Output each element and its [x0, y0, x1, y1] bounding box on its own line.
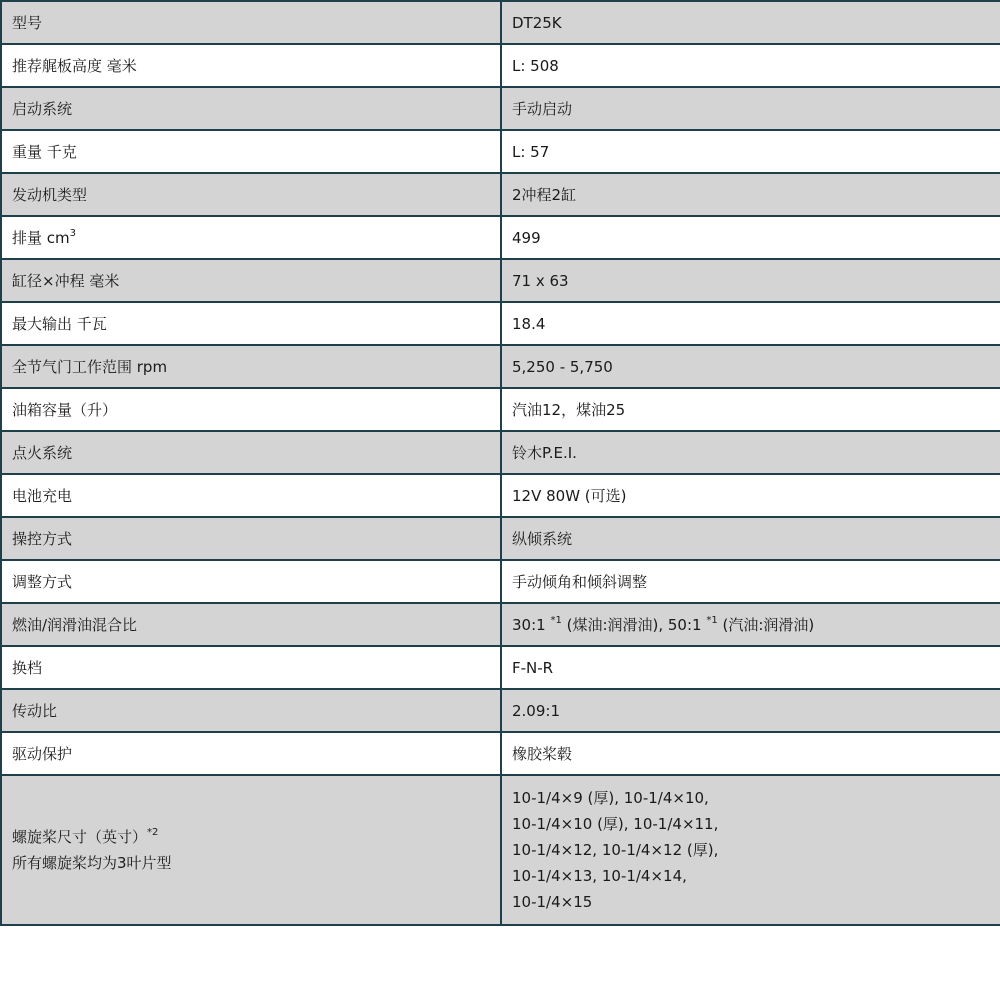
spec-label: 油箱容量（升）: [1, 388, 501, 431]
value-line: 10-1/4×10 (厚), 10-1/4×11,: [512, 815, 719, 833]
table-row: [1, 173, 1000, 216]
spec-label: 电池充电: [1, 474, 501, 517]
spec-label: 换档: [1, 646, 501, 689]
table-row: [1, 302, 1000, 345]
table-row: [1, 474, 1000, 517]
spec-value: [501, 775, 1000, 925]
table-row: [1, 732, 1000, 775]
spec-label: 调整方式: [1, 560, 501, 603]
spec-label-line: [12, 824, 490, 850]
footnote-marker: *2: [147, 827, 159, 838]
spec-label: [1, 216, 501, 259]
footnote-marker: *1: [706, 614, 718, 626]
value-line: 10-1/4×13, 10-1/4×14,: [512, 867, 687, 885]
spec-value: 手动倾角和倾斜调整: [501, 560, 1000, 603]
spec-label: [1, 775, 501, 925]
spec-label: 全节气门工作范围 rpm: [1, 345, 501, 388]
table-row: [1, 560, 1000, 603]
spec-value: 71 x 63: [501, 259, 1000, 302]
value-line: 10-1/4×15: [512, 893, 593, 911]
spec-label: 启动系统: [1, 87, 501, 130]
table-row: [1, 431, 1000, 474]
value-line: 10-1/4×9 (厚), 10-1/4×10,: [512, 789, 709, 807]
table-row: [1, 87, 1000, 130]
spec-label-text: 螺旋桨尺寸（英寸）: [12, 828, 148, 846]
table-row: [1, 646, 1000, 689]
spec-value: 汽油12，煤油25: [501, 388, 1000, 431]
spec-label-text: 排量 cm: [12, 228, 70, 247]
value-line: 10-1/4×12, 10-1/4×12 (厚),: [512, 841, 719, 859]
spec-value: 2.09:1: [501, 689, 1000, 732]
spec-value: L: 57: [501, 130, 1000, 173]
spec-value: 12V 80W (可选): [501, 474, 1000, 517]
spec-label: 型号: [1, 1, 501, 44]
spec-label: 驱动保护: [1, 732, 501, 775]
spec-value: L: 508: [501, 44, 1000, 87]
table-row: [1, 1, 1000, 44]
spec-label: 缸径×冲程 毫米: [1, 259, 501, 302]
spec-label: 操控方式: [1, 517, 501, 560]
spec-value: 纵倾系统: [501, 517, 1000, 560]
table-row: [1, 259, 1000, 302]
table-row: [1, 689, 1000, 732]
table-row: [1, 775, 1000, 925]
table-row: [1, 388, 1000, 431]
table-row: [1, 517, 1000, 560]
table-row: [1, 603, 1000, 646]
spec-label: 重量 千克: [1, 130, 501, 173]
spec-label: 燃油/润滑油混合比: [1, 603, 501, 646]
spec-value: [501, 603, 1000, 646]
spec-value: 2冲程2缸: [501, 173, 1000, 216]
spec-value: 橡胶桨毂: [501, 732, 1000, 775]
spec-label-note: 所有螺旋桨均为3叶片型: [12, 854, 172, 872]
spec-label: 推荐艉板高度 毫米: [1, 44, 501, 87]
spec-value: 铃木P.E.I.: [501, 431, 1000, 474]
value-text: (煤油:润滑油), 50:1: [561, 615, 707, 634]
value-text: 30:1: [512, 615, 551, 634]
spec-value: 18.4: [501, 302, 1000, 345]
table-row: [1, 216, 1000, 259]
value-text: (汽油:润滑油): [717, 615, 815, 634]
table-row: [1, 130, 1000, 173]
spec-label: 传动比: [1, 689, 501, 732]
superscript: 3: [69, 227, 77, 239]
table-row: [1, 44, 1000, 87]
spec-label: 点火系统: [1, 431, 501, 474]
table-row: [1, 345, 1000, 388]
spec-label: 最大输出 千瓦: [1, 302, 501, 345]
spec-value: DT25K: [501, 1, 1000, 44]
spec-label: 发动机类型: [1, 173, 501, 216]
spec-value: 499: [501, 216, 1000, 259]
spec-value: F-N-R: [501, 646, 1000, 689]
footnote-marker: *1: [550, 614, 562, 626]
spec-value: 5,250 - 5,750: [501, 345, 1000, 388]
spec-value: 手动启动: [501, 87, 1000, 130]
